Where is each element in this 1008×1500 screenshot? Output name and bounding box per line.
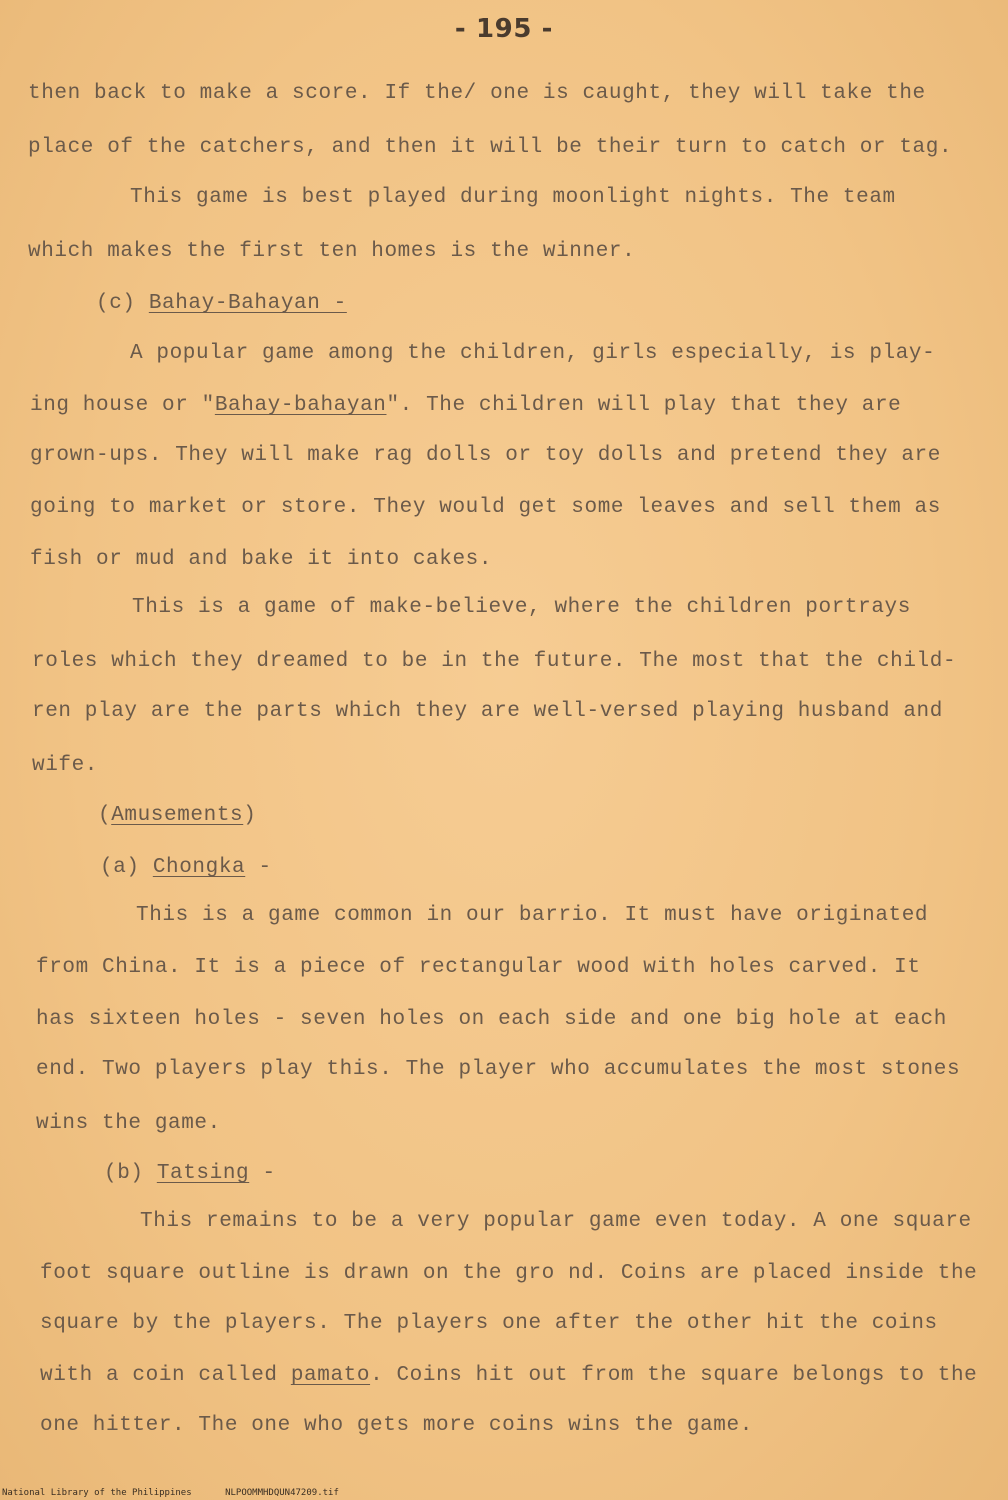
text-fragment: ". The children will play that they are (386, 394, 902, 417)
text-line: from China. It is a piece of rectangular wood with holes carved. It (36, 956, 921, 979)
text-line: This remains to be a very popular game even today. A one square (140, 1210, 972, 1233)
section-heading-a (100, 856, 272, 879)
text-line: grown-ups. They will make rag dolls or toy dolls and pretend they are (30, 444, 941, 467)
heading-title: Tatsing (156, 1162, 250, 1185)
text-line: then back to make a score. If the/ one is caught, they will take the (28, 82, 926, 105)
file-name: NLPOOMMHDQUN47209.tif (225, 1488, 339, 1498)
text-line: A popular game among the children, girls especially, is play- (130, 342, 936, 365)
text-line: going to market or store. They would get some leaves and sell them as (30, 496, 941, 519)
text-line (40, 1364, 977, 1387)
text-line: has sixteen holes - seven holes on each side and one big hole at each (36, 1008, 947, 1031)
heading-marker: (b) (104, 1162, 144, 1185)
text-line: wins the game. (36, 1112, 221, 1135)
text-fragment: ing house or " (30, 394, 215, 417)
text-line: roles which they dreamed to be in the future. The most that the child- (32, 650, 957, 673)
heading-title: Amusements (111, 804, 244, 827)
text-line: one hitter. The one who gets more coins wins the game. (40, 1414, 753, 1437)
paren-close: ) (243, 804, 257, 827)
text-line: end. Two players play this. The player who accumulates the most stones (36, 1058, 961, 1081)
page-number: - 195 - (454, 14, 554, 44)
section-heading-b (104, 1162, 276, 1185)
text-line: This is a game of make-believe, where the children portrays (132, 596, 911, 619)
text-line: wife. (32, 754, 99, 777)
text-line: place of the catchers, and then it will be their turn to catch or tag. (28, 136, 953, 159)
text-line: ren play are the parts which they are well-versed playing husband and (32, 700, 943, 723)
text-line: This is a game common in our barrio. It must have originated (136, 904, 929, 927)
section-heading-c (96, 292, 347, 315)
text-line: square by the players. The players one after the other hit the coins (40, 1312, 938, 1335)
text-fragment: with a coin called (40, 1364, 291, 1387)
text-line: This game is best played during moonlight nights. The team (130, 186, 896, 209)
underlined-term: Bahay-bahayan (214, 394, 387, 417)
heading-title: Bahay-Bahayan - (148, 292, 347, 315)
section-heading-amusements (98, 804, 256, 827)
text-line: which makes the first ten homes is the winner. (28, 240, 636, 263)
text-fragment: . Coins hit out from the square belongs to the (370, 1364, 978, 1387)
scan-footer (2, 1488, 367, 1498)
heading-title: Chongka (152, 856, 246, 879)
heading-dash: - (262, 1162, 276, 1185)
heading-marker: (a) (100, 856, 140, 879)
underlined-term: pamato (290, 1364, 371, 1387)
text-line (30, 394, 901, 417)
paren-open: ( (98, 804, 112, 827)
library-name: National Library of the Philippines (2, 1488, 192, 1498)
heading-marker: (c) (96, 292, 136, 315)
heading-dash: - (258, 856, 272, 879)
text-line: fish or mud and bake it into cakes. (30, 548, 493, 571)
text-line: foot square outline is drawn on the gro nd. Coins are placed inside the (40, 1262, 978, 1285)
